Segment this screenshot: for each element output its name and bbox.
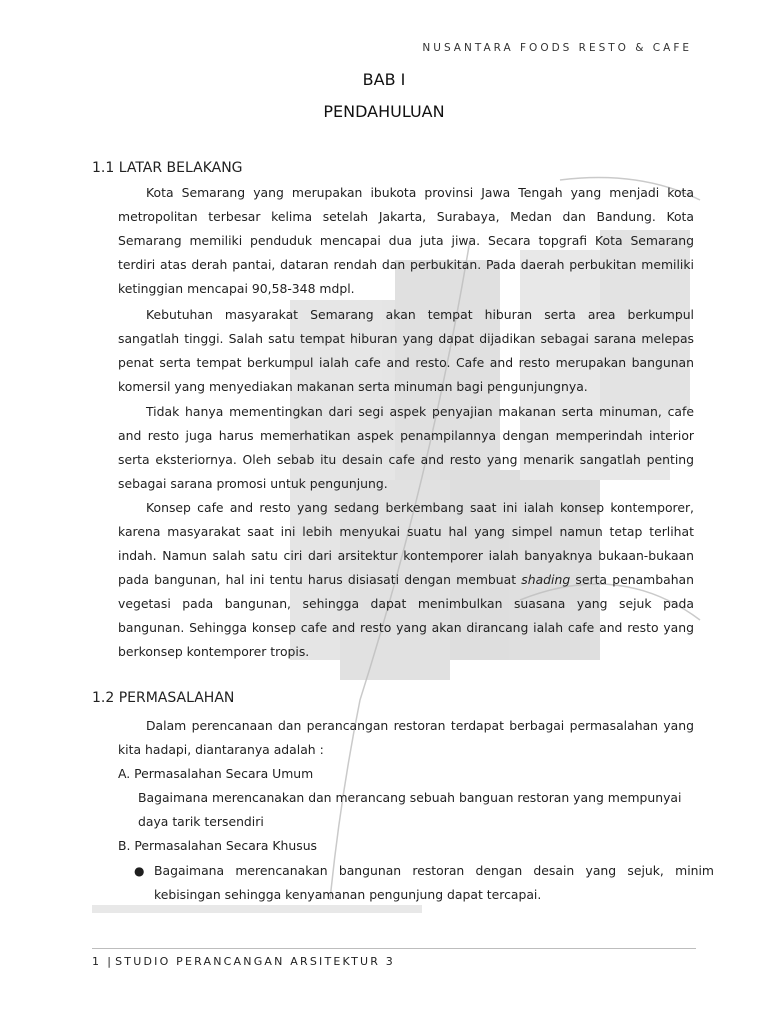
footer-divider — [92, 948, 696, 949]
paragraph: Tidak hanya mementingkan dari segi aspek penyajian makanan serta minuman, cafe and resto juga harus memerhatikan aspek penampilannya dengan memperindah interior serta eksteriornya. Oleh sebab itu desain cafe and resto yang menarik sangatlah penting sebagai sarana promosi untuk pengunjung. — [118, 404, 694, 491]
bullet-list-item — [134, 859, 714, 907]
paragraph: Kota Semarang yang merupakan ibukota provinsi Jawa Tengah yang menjadi kota metropolitan terbesar kelima setelah Jakarta, Surabaya, Medan dan Bandung. Kota Semarang memiliki penduduk mencapai dua juta jiwa. Secara topgrafi Kota Semarang terdiri atas derah pantai, dataran rendah dan perbukitan. Pada daerah perbukitan memiliki ketinggian mencapai 90,58-348 mdpl. — [118, 185, 694, 296]
page-footer — [92, 955, 395, 968]
subsection-label-b: B. Permasalahan Secara Khusus — [118, 838, 318, 853]
italic-term: shading — [521, 572, 571, 587]
section-heading-permasalahan: 1.2 PERMASALAHAN — [92, 690, 235, 706]
page-number: 1 — [92, 955, 102, 968]
paragraph: Dalam perencanaan dan perancangan restoran terdapat berbagai permasalahan yang kita hadapi, diantaranya adalah : — [118, 718, 694, 757]
footer-separator: | — [107, 955, 114, 968]
subsection-label-a: A. Permasalahan Secara Umum — [118, 766, 314, 781]
paragraph-text: Konsep cafe and resto yang sedang berkembang saat ini ialah konsep kontemporer, karena masyarakat saat ini lebih menyukai suatu hal yang simpel namun tetap terlihat indah. Namun salah satu ciri dari arsitektur kontemporer ialah banyaknya bukaan-bukaan pada bangunan, hal ini tentu harus disiasati dengan membuat — [118, 500, 694, 587]
section-heading-latar-belakang: 1.1 LATAR BELAKANG — [92, 160, 243, 176]
chapter-number: BAB I — [362, 70, 406, 89]
footer-text: STUDIO PERANCANGAN ARSITEKTUR 3 — [115, 955, 396, 968]
paragraph-text: serta penambahan vegetasi pada bangunan, sehingga dapat menimbulkan suasana yang sejuk pada bangunan. Sehingga konsep cafe and resto yang akan dirancang ialah cafe and resto yang berkonsep kontemporer tropis. — [118, 572, 694, 659]
bullet-text: Bagaimana merencanakan bangunan restoran dengan desain yang sejuk, minim kebisingan sehingga kenyamanan pengunjung dapat tercapai. — [154, 863, 714, 902]
paragraph: Kebutuhan masyarakat Semarang akan tempat hiburan serta area berkumpul sangatlah tinggi. Salah satu tempat hiburan yang dapat dijadikan sebagai sarana melepas penat serta tempat berkumpul ialah cafe and resto. Cafe and resto merupakan bangunan komersil yang menyediakan makanan serta minuman bagi pengunjungnya. — [118, 307, 694, 394]
subsection-text-a: Bagaimana merencanakan dan merancang sebuah banguan restoran yang mempunyai daya tarik tersendiri — [138, 790, 682, 829]
document-header: NUSANTARA FOODS RESTO & CAFE — [422, 42, 692, 54]
chapter-title: PENDAHULUAN — [323, 102, 445, 121]
bullet-icon: ● — [134, 864, 145, 878]
paragraph — [118, 496, 694, 664]
